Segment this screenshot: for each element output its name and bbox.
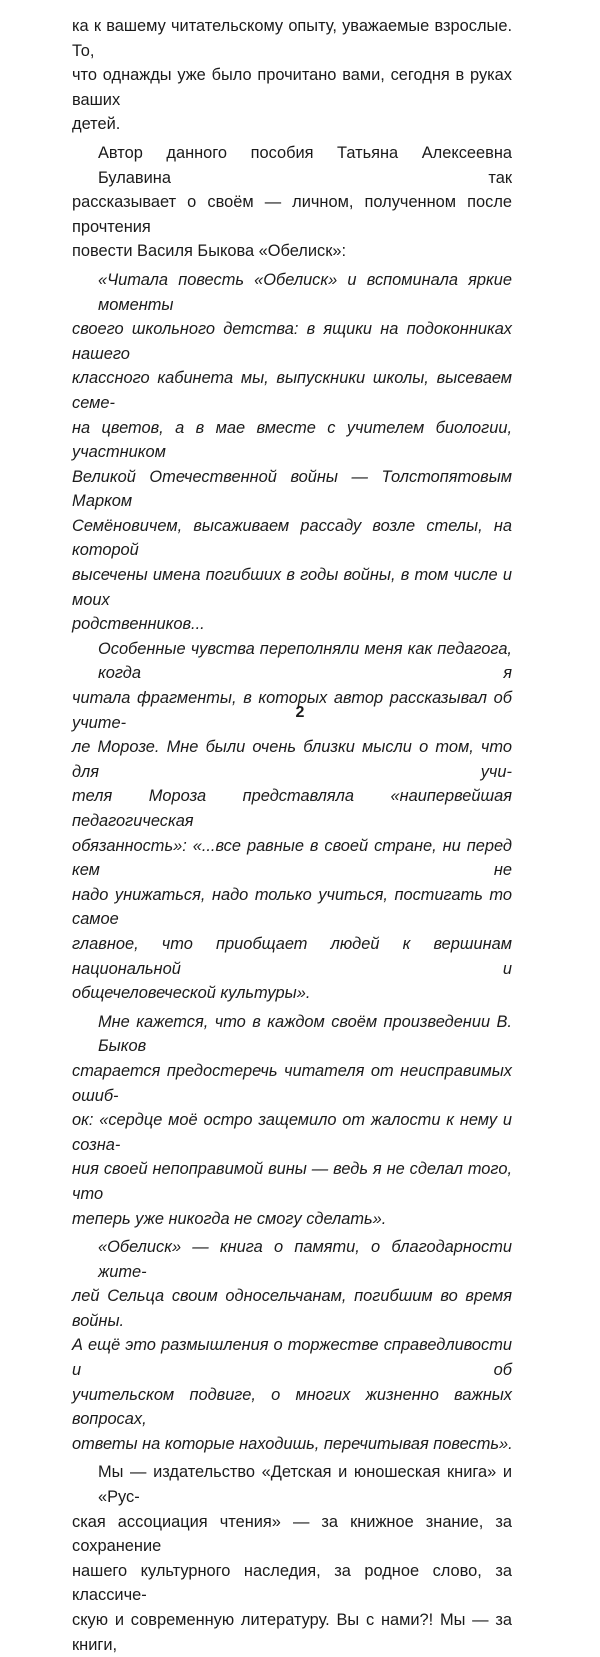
text-line: классного кабинета мы, выпускники школы, высеваем семе- <box>72 369 512 412</box>
text-line: высечены имена погибших в годы войны, в том числе и моих <box>72 566 512 609</box>
text-line: ния своей непоправимой вины — ведь я не сделал того, что <box>72 1160 512 1203</box>
page-number: 2 <box>295 704 305 721</box>
text-line: своего школьного детства: в ящики на подоконниках нашего <box>72 320 512 363</box>
text-line: родственников... <box>72 615 205 634</box>
paragraph-author <box>72 141 512 264</box>
text-line: общечеловеческой культуры». <box>72 984 311 1003</box>
text-line: рассказывает о своём — личном, полученном после прочтения <box>72 193 512 236</box>
text-line: Особенные чувства переполняли меня как педагога, когда я <box>98 639 512 683</box>
paragraph-quote-obelisk <box>72 1235 512 1456</box>
paragraph-quote-teacher <box>72 637 512 1006</box>
text-line: нашего культурного наследия, за родное слово, за классиче- <box>72 1561 512 1605</box>
text-line: «Обелиск» — книга о памяти, о благодарности жите- <box>98 1238 512 1281</box>
text-line: Автор данного пособия Татьяна Алексеевна Булавина так <box>98 143 512 187</box>
text-line: ка к вашему читательскому опыту, уважаемые взрослые. То, <box>72 17 512 60</box>
text-line: Семёновичем, высаживаем рассаду возле стелы, на которой <box>72 516 512 560</box>
text-line: «Читала повесть «Обелиск» и вспоминала яркие моменты <box>98 270 512 314</box>
text-line: скую и современную литературу. Вы с нами?! Мы — за книги, <box>72 1611 512 1654</box>
text-line: старается предостеречь читателя от неисправимых ошиб- <box>72 1061 512 1105</box>
text-line: теля Мороза представляла «наипервейшая педагогическая <box>72 787 512 830</box>
text-line: Мне кажется, что в каждом своём произведении В. Быков <box>98 1012 512 1056</box>
text-line: ская ассоциация чтения» — за книжное знание, за сохранение <box>72 1512 512 1556</box>
text-line: Великой Отечественной войны — Толстопятовым Марком <box>72 467 512 511</box>
text-line: А ещё это размышления о торжестве справедливости и об <box>72 1336 512 1380</box>
text-line: детей. <box>72 115 121 134</box>
text-line: на цветов, а в мае вместе с учителем биологии, участником <box>72 418 512 462</box>
text-line: главное, что приобщает людей к вершинам национальной и <box>72 934 512 978</box>
text-line: теперь уже никогда не смогу сделать». <box>72 1209 387 1228</box>
text-line: Мы — издательство «Детская и юношеская книга» и «Рус- <box>98 1463 512 1507</box>
text-line: что однажды уже было прочитано вами, сегодня в руках ваших <box>72 66 512 109</box>
text-line: обязанность»: «...все равные в своей стране, ни перед кем не <box>72 836 512 880</box>
paragraph-quote-warning <box>72 1010 512 1231</box>
text-line: ок: «сердце моё остро защемило от жалости к нему и созна- <box>72 1111 512 1154</box>
text-line: лей Сельца своим односельчанам, погибшим во время войны. <box>72 1287 512 1330</box>
text-line: надо унижаться, надо только учиться, постигать то самое <box>72 885 512 929</box>
paragraph-publisher <box>72 1460 512 1657</box>
paragraph-intro <box>72 14 512 137</box>
text-line: учительском подвиге, о многих жизненно важных вопросах, <box>72 1385 512 1429</box>
text-line: читала фрагменты, в которых автор рассказывал об учите- <box>72 689 512 732</box>
text-line: повести Василя Быкова «Обелиск»: <box>72 242 347 261</box>
text-line: ответы на которые находишь, перечитывая повесть». <box>72 1434 513 1453</box>
paragraph-quote-memories <box>72 268 512 637</box>
text-line: ле Морозе. Мне были очень близки мысли о том, что для учи- <box>72 738 512 781</box>
